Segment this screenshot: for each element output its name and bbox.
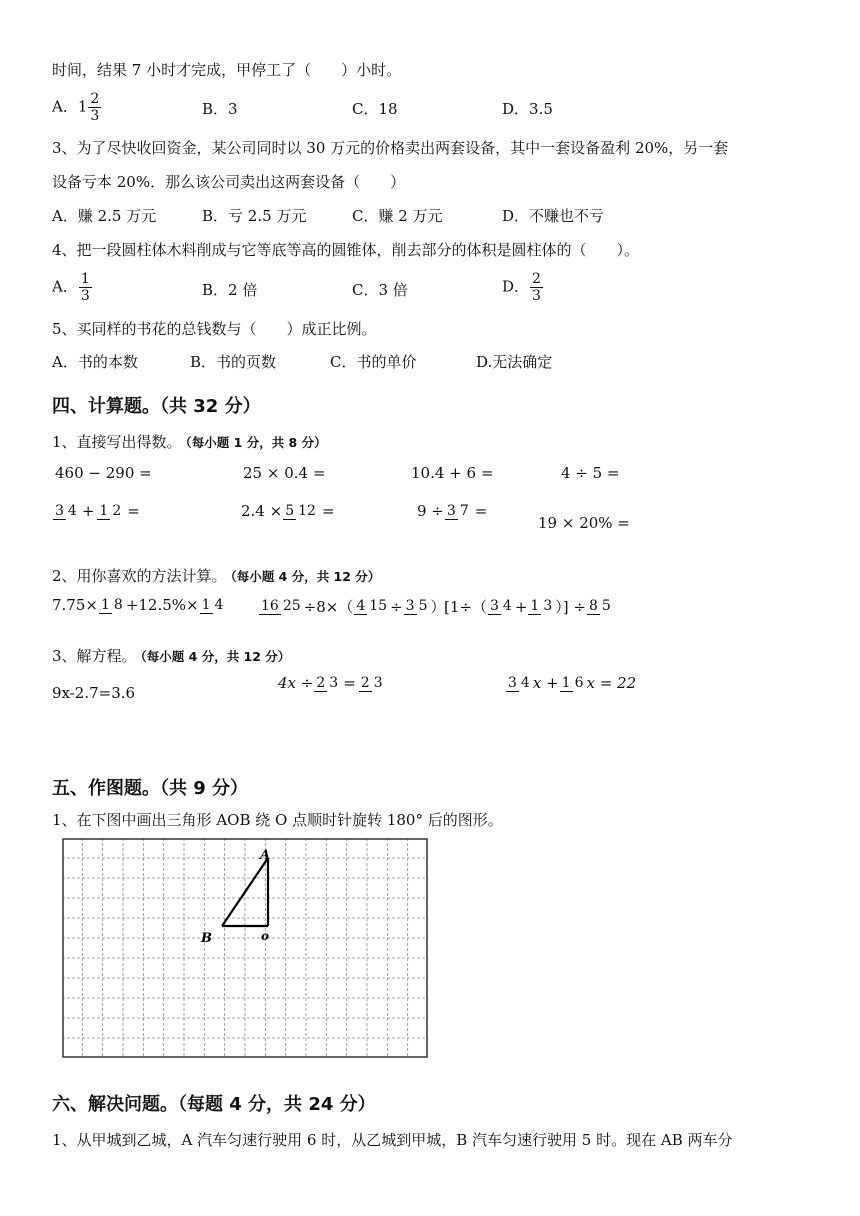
calc2-expr-3: [1÷（ 3 4 + 1 3 ）] ÷ 8 5	[444, 597, 611, 616]
calc3-note: （每小题 4 分，共 12 分）	[140, 649, 291, 664]
section-6-title: 六、解决问题。（每题 4 分，共 24 分）	[52, 1094, 376, 1115]
drawing-grid[interactable]	[62, 838, 428, 1058]
q2-option-b: B．3	[202, 100, 238, 118]
calc2-note: （每小题 4 分，共 12 分）	[230, 569, 381, 584]
point-o-label: o	[261, 929, 270, 943]
problem1-text: 1、从甲城到乙城，A 汽车匀速行驶用 6 时，从乙城到甲城，B 汽车匀速行驶用 5 时。现在 AB 两车分	[52, 1131, 733, 1149]
calc1-expr-8: 19 × 20% =	[538, 514, 630, 532]
q3-option-a: A．赚 2.5 万元	[52, 207, 157, 225]
calc1-expr-6: 2.4 × 5 12 =	[241, 502, 335, 520]
q5-option-d: D.无法确定	[476, 353, 553, 371]
section-5-title: 五、作图题。（共 9 分）	[52, 778, 249, 799]
section-4-title: 四、计算题。（共 32 分）	[52, 396, 261, 417]
calc3-expr-2: 4x ÷ 2 3 = 2 3	[278, 674, 383, 692]
q5-option-b: B．书的页数	[190, 353, 277, 371]
q5-text: 5、买同样的书花的总钱数与（ ）成正比例。	[52, 320, 377, 338]
calc1-title: 1、直接写出得数。 （每小题 1 分，共 8 分）	[52, 433, 327, 451]
calc3-expr-3: 3 4 x + 1 6 x = 22	[508, 674, 637, 692]
q3-text-line1: 3、为了尽快收回资金，某公司同时以 30 万元的价格卖出两套设备，其中一套设备盈利 20%，另一套	[52, 139, 729, 157]
calc1-expr-4: 4 ÷ 5 =	[561, 464, 620, 482]
q4-option-c: C．3 倍	[352, 281, 408, 299]
draw1-text: 1、在下图中画出三角形 AOB 绕 O 点顺时针旋转 180° 后的图形。	[52, 811, 503, 829]
q3-option-b: B．亏 2.5 万元	[202, 207, 307, 225]
q5-option-c: C．书的单价	[330, 353, 417, 371]
fraction: $\frac{1}{3}$	[80, 271, 90, 304]
point-b-label: B	[201, 931, 212, 946]
q3-option-d: D．不赚也不亏	[502, 207, 605, 225]
q3-text-line2: 设备亏本 20%．那么该公司卖出这两套设备（ ）	[52, 173, 406, 191]
q2-option-c: C．18	[352, 100, 398, 118]
q4-option-d: D． $\frac{2}{3}$	[502, 271, 541, 304]
calc1-expr-3: 10.4 + 6 =	[411, 464, 494, 482]
grid-lines	[62, 838, 428, 1058]
calc1-expr-7: 9 ÷ 3 7 =	[417, 502, 488, 520]
grid-svg	[62, 838, 428, 1058]
q3-option-c: C．赚 2 万元	[352, 207, 443, 225]
calc2-expr-1: 7.75× 1 8 +12.5%× 1 4	[52, 596, 224, 614]
calc1-expr-2: 25 × 0.4 =	[243, 464, 326, 482]
calc1-note: （每小题 1 分，共 8 分）	[185, 435, 327, 450]
fraction: $\frac{2}{3}$	[532, 271, 541, 304]
calc3-expr-1: 9x-2.7=3.6	[52, 684, 136, 702]
calc2-title: 2、用你喜欢的方法计算。 （每小题 4 分，共 12 分）	[52, 567, 381, 585]
q2-option-d: D．3.5	[502, 100, 553, 118]
q5-option-a: A．书的本数	[52, 353, 138, 371]
point-a-label: A	[260, 848, 271, 863]
q2-tail-text: 时间，结果 7 小时才完成，甲停工了（ ）小时。	[52, 61, 402, 79]
calc3-title: 3、解方程。 （每小题 4 分，共 12 分）	[52, 647, 291, 665]
calc1-expr-1: 460 − 290 =	[55, 464, 152, 482]
fraction: $\frac{2}{3}$	[90, 91, 100, 124]
q2-option-a: A．1 $\frac{2}{3}$	[52, 91, 100, 124]
q4-text: 4、把一段圆柱体木料削成与它等底等高的圆锥体，削去部分的体积是圆柱体的（ ）。	[52, 241, 640, 259]
q4-option-b: B．2 倍	[202, 281, 258, 299]
q4-option-a: A． $\frac{1}{3}$	[52, 271, 90, 304]
calc2-expr-2: 16 25 ÷8×（ 4 15 ÷ 3 5 ）	[261, 597, 446, 616]
calc1-expr-5: 3 4 + 1 2 =	[55, 502, 140, 520]
